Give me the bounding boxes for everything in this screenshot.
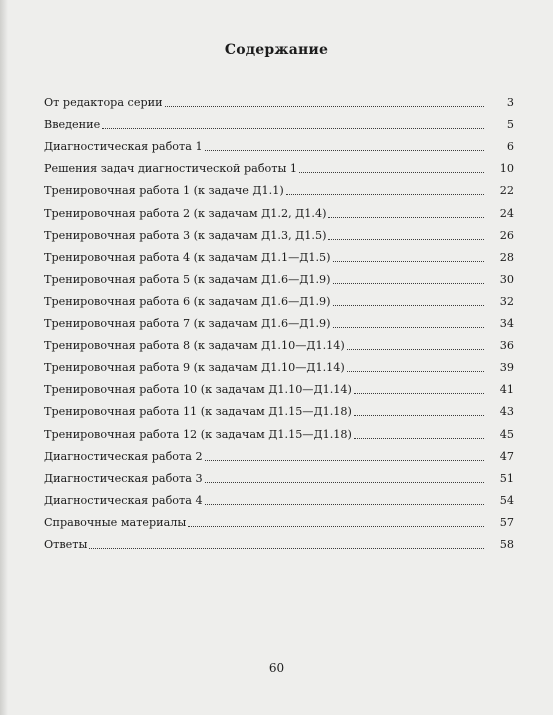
toc-entry [44,375,514,397]
leader-dots [354,414,484,416]
toc-entry [44,154,514,176]
leader-dots [286,193,484,195]
leader-dots [188,525,484,527]
toc-entry-page: 3 [484,96,514,110]
toc-entry-label: Тренировочная работа 10 (к задачам Д1.10—Д1.14) [44,383,352,397]
toc-entry-label: Диагностическая работа 2 [44,449,203,463]
toc-entry [44,397,514,419]
toc-entry-label: От редактора серии [44,96,163,110]
toc-entry-label: Диагностическая работа 4 [44,493,203,507]
toc-entry [44,287,514,309]
toc-entry-label: Тренировочная работа 1 (к задаче Д1.1) [44,184,284,198]
leader-dots [205,481,484,483]
toc-entry-page: 6 [484,140,514,154]
toc-entry-page: 47 [484,450,514,464]
toc-entry [44,464,514,486]
leader-dots [328,216,484,218]
leader-dots [102,127,484,129]
leader-dots [205,459,484,461]
toc-title: Содержание [224,42,329,58]
toc-entry [44,530,514,552]
toc-entry-label: Тренировочная работа 4 (к задачам Д1.1—Д1.5) [44,250,331,264]
toc-entry-page: 22 [484,184,514,198]
toc-entry-page: 43 [484,405,514,419]
toc-entry-label: Тренировочная работа 12 (к задачам Д1.15—Д1.18) [44,427,352,441]
leader-dots [328,238,484,240]
leader-dots [347,348,484,350]
toc-entry [44,88,514,110]
toc-entry-page: 54 [484,494,514,508]
toc-entry-page: 34 [484,317,514,331]
leader-dots [354,437,484,439]
toc-entry-page: 28 [484,251,514,265]
table-of-contents [44,88,514,552]
toc-entry-page: 58 [484,538,514,552]
toc-entry-label: Тренировочная работа 8 (к задачам Д1.10—Д1.14) [44,339,345,353]
toc-entry-page: 45 [484,428,514,442]
leader-dots [333,326,484,328]
toc-entry-label: Тренировочная работа 11 (к задачам Д1.15—Д1.18) [44,405,352,419]
leader-dots [205,149,484,151]
leader-dots [165,105,484,107]
toc-entry [44,243,514,265]
toc-entry [44,353,514,375]
toc-entry-label: Введение [44,118,101,132]
leader-dots [347,370,484,372]
leader-dots [333,304,484,306]
toc-entry-page: 39 [484,361,514,375]
toc-entry-page: 41 [484,383,514,397]
leader-dots [299,171,484,173]
toc-entry-label: Тренировочная работа 7 (к задачам Д1.6—Д1.9) [44,317,331,331]
leader-dots [333,282,484,284]
toc-entry [44,331,514,353]
toc-entry [44,419,514,441]
toc-entry-label: Тренировочная работа 6 (к задачам Д1.6—Д1.9) [44,294,331,308]
toc-entry [44,442,514,464]
toc-entry [44,221,514,243]
toc-entry-page: 26 [484,229,514,243]
toc-entry [44,110,514,132]
leader-dots [205,503,484,505]
toc-entry-label: Тренировочная работа 9 (к задачам Д1.10—Д1.14) [44,361,345,375]
toc-entry [44,265,514,287]
toc-entry-page: 36 [484,339,514,353]
toc-entry-page: 30 [484,273,514,287]
page-edge-shadow [0,0,8,715]
leader-dots [89,547,484,549]
toc-entry-label: Справочные материалы [44,515,187,529]
leader-dots [354,392,484,394]
toc-entry-page: 10 [484,162,514,176]
toc-entry [44,198,514,220]
toc-entry [44,176,514,198]
toc-entry-page: 57 [484,516,514,530]
toc-entry-label: Решения задач диагностической работы 1 [44,162,298,176]
toc-entry [44,486,514,508]
toc-entry-label: Тренировочная работа 3 (к задачам Д1.3, Д1.5) [44,228,327,242]
toc-entry-label: Тренировочная работа 2 (к задачам Д1.2, Д1.4) [44,206,327,220]
toc-entry-page: 5 [484,118,514,132]
toc-entry-label: Диагностическая работа 1 [44,140,203,154]
toc-entry [44,508,514,530]
toc-entry [44,309,514,331]
toc-entry-page: 51 [484,472,514,486]
page-number: 60 [268,661,285,675]
toc-entry-label: Тренировочная работа 5 (к задачам Д1.6—Д1.9) [44,272,331,286]
toc-entry-page: 32 [484,295,514,309]
toc-entry-label: Ответы [44,537,88,551]
toc-entry-page: 24 [484,207,514,221]
leader-dots [333,260,484,262]
toc-entry-label: Диагностическая работа 3 [44,471,203,485]
toc-entry [44,132,514,154]
